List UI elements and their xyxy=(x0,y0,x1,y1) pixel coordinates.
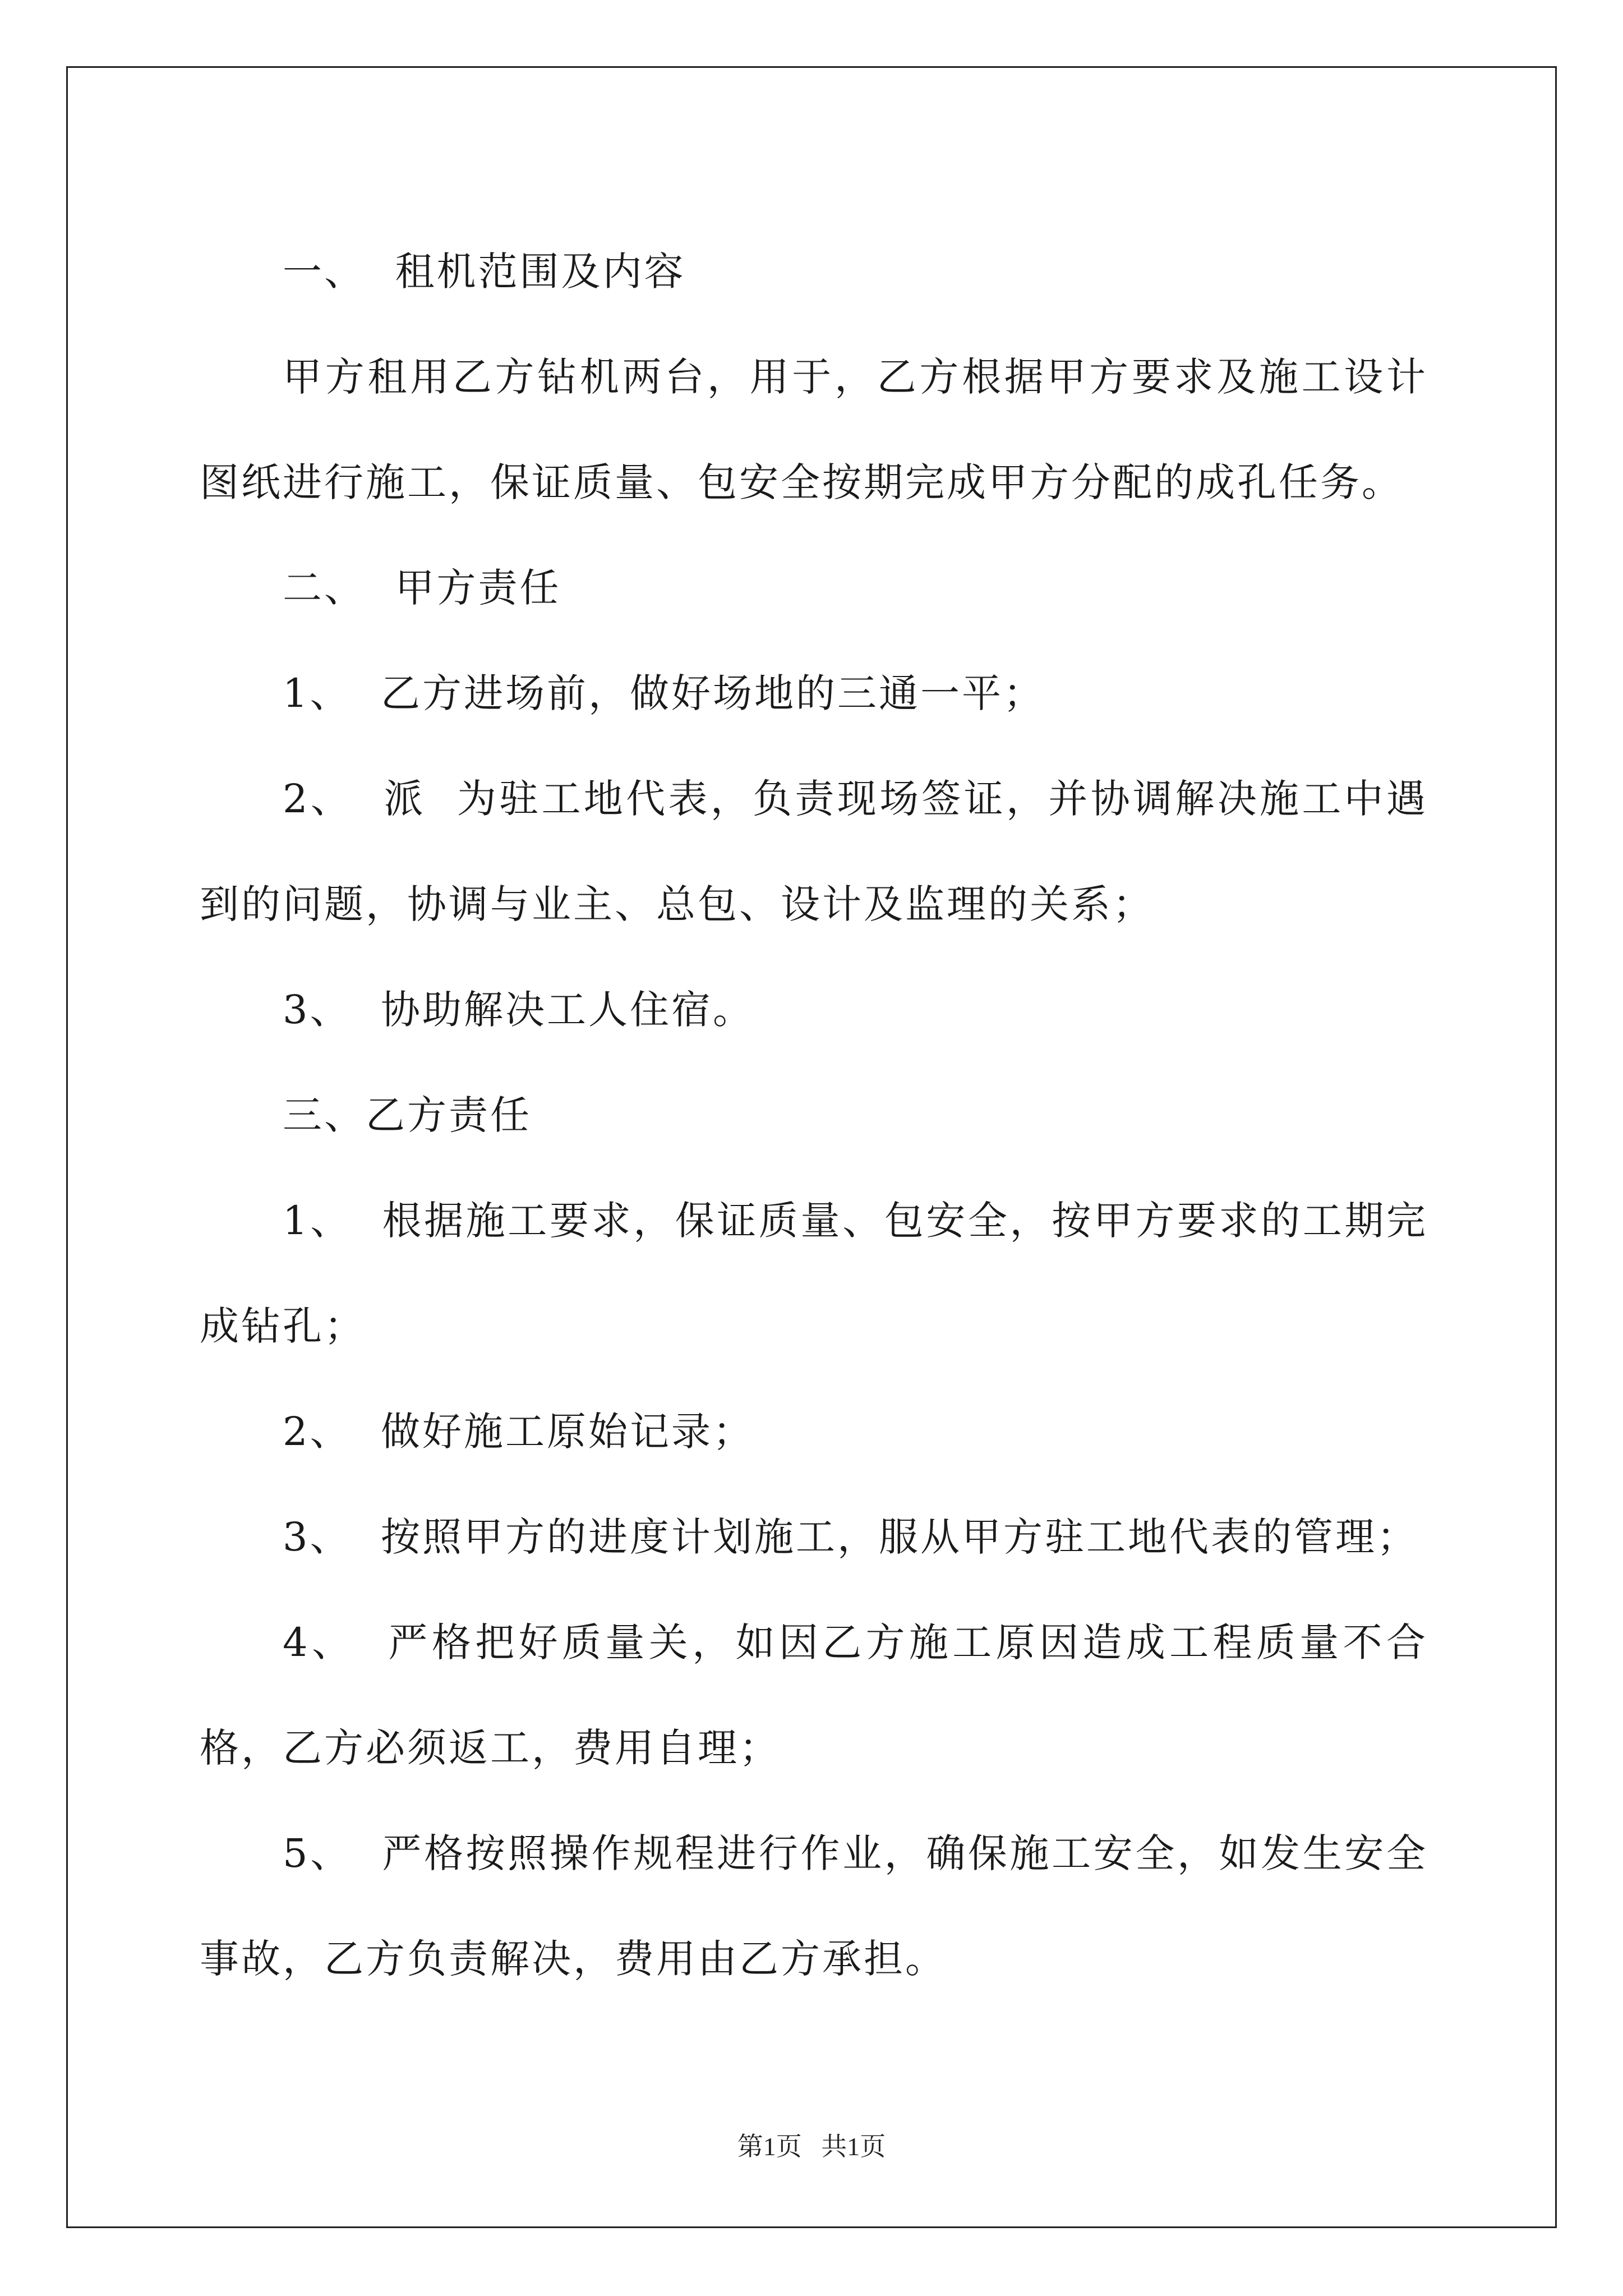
paragraph-rental-scope: 甲方租用乙方钻机两台，用于，乙方根据甲方要求及施工设计图纸进行施工，保证质量、包安全按期完成甲方分配的成孔任务。 xyxy=(200,354,1428,505)
party-b-item-4: 4、 严格把好质量关，如因乙方施工原因造成工程质量不合格，乙方必须返工，费用自理； xyxy=(200,1619,1428,1771)
party-b-item-2: 2、 做好施工原始记录； xyxy=(283,1409,755,1455)
party-b-item-1: 1、 根据施工要求，保证质量、包安全，按甲方要求的工期完成钻孔； xyxy=(200,1198,1428,1349)
party-a-item-1: 1、 乙方进场前，做好场地的三通一平； xyxy=(283,670,1045,716)
party-b-item-3: 3、 按照甲方的进度计划施工，服从甲方驻工地代表的管理； xyxy=(283,1514,1419,1560)
section-heading-1: 一、 租机范围及内容 xyxy=(283,249,686,295)
party-a-item-2: 2、 派 为驻工地代表，负责现场签证，并协调解决施工中遇到的问题，协调与业主、总包、设计及监理的关系； xyxy=(200,776,1428,927)
party-b-item-5: 5、 严格按照操作规程进行作业，确保施工安全，如发生安全事故，乙方负责解决，费用由乙方承担。 xyxy=(200,1830,1428,1982)
section-heading-2: 二、 甲方责任 xyxy=(283,565,561,611)
page-number-footer: 第1页 共1页 xyxy=(737,2132,886,2161)
document-body xyxy=(200,219,1428,2012)
party-a-item-3: 3、 协助解决工人住宿。 xyxy=(283,987,755,1033)
section-heading-3: 三、乙方责任 xyxy=(283,1092,532,1138)
